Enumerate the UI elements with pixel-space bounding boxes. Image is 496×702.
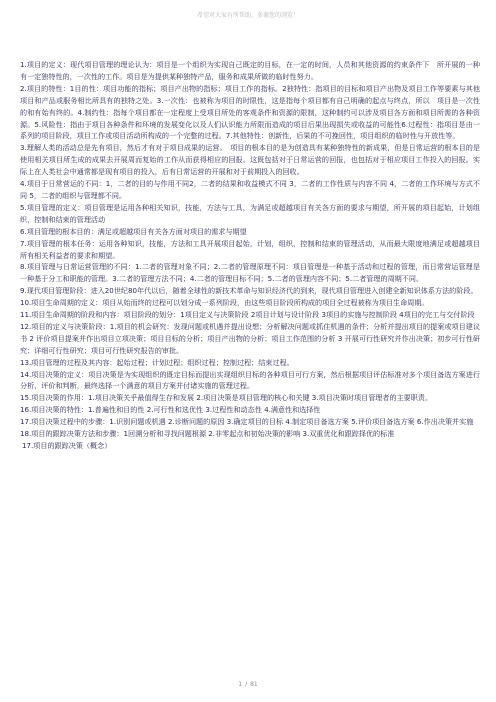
paragraph-19: 17.项目的跟踪决策（概念） — [22, 441, 112, 450]
current-page: 1 — [238, 681, 243, 688]
paragraph-5: 5.项目管理的定义：项目管理是运用各种相关知识，技能，方法与工具，为满足或超越项目有关各方面的要求与期望，所开展的项目起始，计划组织，控制和结束的管理活动 — [20, 202, 480, 224]
paragraph-10: 10.项目生命周期的定义：项目从始而终的过程可以划分成一系列阶段，由这些项目阶段所构成的项目全过程被称为项目生命周期。 — [20, 298, 429, 308]
document-body — [20, 59, 480, 452]
paragraph-16: 16.项目决策的特性：1.普遍性和目的性 2.可行性和选优性 3.过程性和动态性 4.满意性和选择性 — [20, 405, 321, 415]
paragraph-15: 15.项目决策的作用：1.项目决策关乎最值得生存和发展 2.项目决策是项目管理的核心和关键 3.项目决策时项目管理者的主要职责。 — [20, 393, 433, 403]
paragraph-12: 12.项目的定义与决策阶段：1.项目的机会研究：发现问题或机遇并提出设想；分析解决问题或抓住机遇的条件；分析并提出项目的提案或项目建议书 2 评价项目提案并作出项目立项决策；项目目标的分析；项目产出物的分析；项目工作范围的分析 3 开展可行性研究并作出决策；初步可行性研究；详细可行性研究；项目可行性研究报告的审批。 — [20, 321, 480, 355]
total-pages: 81 — [250, 681, 258, 688]
paragraph-14: 14.项目决策的定义：项目决策是为实现组织的既定目标而提出实现组织目标的各种项目可行方案，然后根据项目评估标准对多个项目备选方案进行分析，评价和判断，最终选择一个满意的项目方案并付诸实施的管理过程。 — [20, 369, 480, 391]
paragraph-9: 9.现代项目管理阶段：进入20世纪80年代以后，随着全球性的新技术革命与知识经济代的到来，现代项目管理进入创建全新知识体系方法的阶段。 — [20, 286, 478, 296]
paragraph-6: 6.项目管理的根本目的：满足或超越项目有关各方面对项目的需求与期望 — [20, 226, 247, 236]
page-separator: / — [245, 681, 248, 688]
paragraph-4: 4.项目于日常营运的不同：1，二者的目的与作用不同2，二者的结果和收益模式不同 3，二者的工作性质与内容不同 4，二者的工作环境与方式不同 5，二者的组织与管理都不同。 — [20, 179, 480, 200]
page-number — [0, 681, 496, 688]
paragraph-7: 7.项目管理的根本任务：运用各种知识，技能，方法和工具开展项目起始，计划，组织，控制和结束的管理活动，从而最大限度地满足或超越项目所有相关利益者的要求和期望。 — [20, 238, 480, 260]
page-header: 希望对大家有所帮助，多谢您的浏览！ — [196, 12, 299, 19]
paragraph-1: 1.项目的定义：现代项目管理的理论认为：项目是一个组织为实现自己既定的目标，在一定的时间，人员和其他资源的约束条件下 所开展的一种有一定独特性的，一次性的工作。项目是为提供某种独特产品，服务和成果所做的临时性努力。 — [20, 60, 480, 81]
paragraph-2: 2.项目的特性：1目的性：项目功能的指标；项目产出物的指标；项目工作的指标。2独特性：指项目的目标和项目产出物及项目工作等要素与其他项目和产品或服务相比所具有的独特之处。3.一次性：也被称为项目的时限性，这是指每个项目都有自己明确的起点与终点，所以 项目是一次性的和有始有终的。4.制约性：指每个项目都在一定程度上受项目所处的客观条件和资源的限制，这种制约可以涉及项目各方面和项目所需的各种资源。5.风险性：指由于项目各种条件和环境的发展变化以及人们认识能力所限而造成的项目后果出现损失或收益的可能性6.过程性：指项目是由一系列的项目阶段，项目工作或项目活动所构成的一个完整的过程。7.其他特性：创新性，后果的不可挽回性，项目组织的临时性与开放性等。 — [20, 83, 480, 141]
paragraph-13: 13.项目管理的过程及其内容：起始过程；计划过程；组织过程；控制过程；结束过程。 — [20, 357, 294, 367]
paragraph-17: 17.项目决策过程中的步骤：1.识别问题或机遇 2.诊断问题的原因 3.确定项目的目标 4.制定项目备选方案 5.评价项目备选方案 6.作出决策并实施 — [20, 417, 474, 427]
paragraph-8: 8.项目管理与日常运营管理的不同：1.二者的管理对象不同；2.二者的管理原理不同：项目管理是一种基于活动和过程的管理，而日常营运管理是一种基于分工和职能的管理。3.二者的管理方法不同；4.二者的管理目标不同；5.二者的管理内容不同；5.二者管理的周期不同。 — [20, 262, 480, 284]
paragraph-18: 18.项目的跟踪决策方法和步骤：1回溯分析和寻找问题根源 2.非零起点和初始决策的影响 3.双重优化和跟踪择优的标准 — [20, 429, 395, 439]
paragraph-3: 3.理解人类的活动总是先有项目，然后才有对于项目成果的运营。 项目的根本目的是为创造具有某种独特性的新成果，但是日常运营的根本目的是使用相关项目所生成的成果去开展周而复始的工作从而获得相应的回报。这既包括对于日常运营的回报，也包括对于相应项目工作投入的回报。实际上在人类社会中通常都是现有项目的投入，后有日常运营的开展和对于前期投入的回收。 — [20, 143, 480, 177]
paragraph-11: 11.项目生命周期的阶段和内容：项目阶段的划分：1项目定义与决策阶段 2项目计划与设计阶段 3项目的实施与控制阶段 4项目的完工与交付阶段 — [20, 310, 475, 320]
